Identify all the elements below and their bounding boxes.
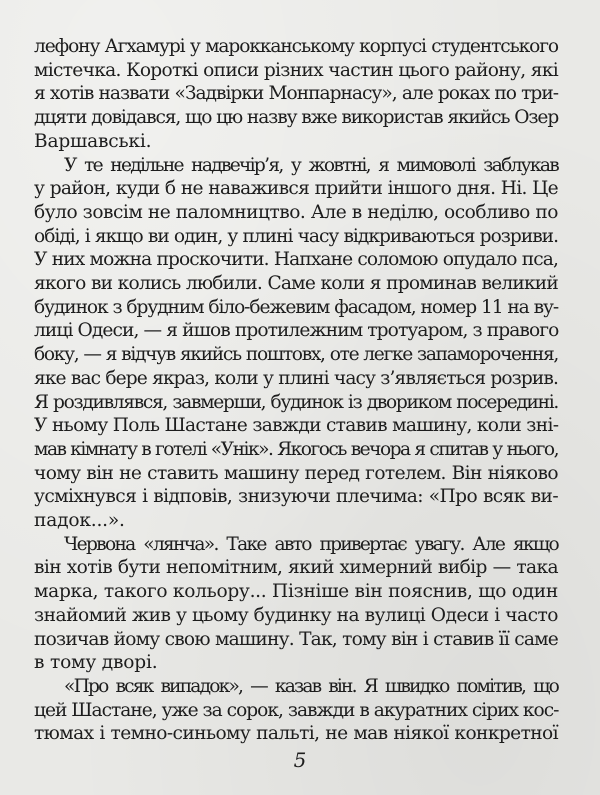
text-line: дцяти довідався, що цю назву вже використав якийсь Озер xyxy=(34,107,559,129)
text-line: мав кімнату в готелі «Унік». Якогось вечора я спитав у нього, xyxy=(34,438,558,460)
paragraph xyxy=(34,154,558,533)
text-line: Я роздивлявся, завмерши, будинок із двориком посередині. xyxy=(34,391,558,413)
text-line: «Про всяк випадок», — казав він. Я швидко помітив, що xyxy=(64,675,558,697)
text-line: марка, такого кольору... Пізніше він пояснив, що один xyxy=(34,581,558,603)
body-text xyxy=(34,35,558,746)
text-line: лиці Одеси, — я йшов протилежним тротуаром, з правого xyxy=(34,320,559,342)
text-line: він хотів бути непомітним, який химерний вибір — така xyxy=(34,557,558,579)
text-line: в тому дворі. xyxy=(34,652,158,674)
text-line: цей Шастане, уже за сорок, завжди в акуратних сірих кос- xyxy=(34,699,559,721)
text-line: Варшавські. xyxy=(34,130,152,152)
page-number: 5 xyxy=(293,748,307,772)
text-line: боку, — я відчув якийсь поштовх, оте легке запаморочення, xyxy=(34,344,558,366)
paragraph xyxy=(34,675,558,746)
text-line: яке вас бере якраз, коли у плині часу з’являється розрив. xyxy=(34,367,558,389)
text-line: обіді, і якщо ви один, у плині часу відкриваються розриви. xyxy=(34,225,558,247)
text-line: падок...». xyxy=(34,510,125,532)
text-line: будинок з брудним біло-бежевим фасадом, номер 11 на ву- xyxy=(34,296,558,318)
text-line: У ньому Поль Шастане завжди ставив машину, коли зні- xyxy=(34,415,559,437)
text-line: Червона «лянча». Таке авто привертає увагу. Але якщо xyxy=(64,533,558,555)
paragraph xyxy=(34,35,558,154)
paragraph xyxy=(34,533,558,675)
text-line: позичав йому свою машину. Так, тому він і ставив її саме xyxy=(34,628,558,650)
text-line: У них можна проскочити. Напхане соломою опудало пса, xyxy=(34,249,558,271)
text-line: містечка. Короткі описи різних частин цього району, які xyxy=(34,59,558,81)
text-line: усміхнувся і відповів, знизуючи плечима: «Про всяк ви- xyxy=(34,486,558,508)
text-line: якого ви колись любили. Саме коли я проминав великий xyxy=(34,273,558,295)
text-line: було зовсім не паломництво. Але в неділю, особливо по xyxy=(34,201,558,223)
text-line: лефону Агхамурі у марокканському корпусі студентського xyxy=(34,36,558,57)
text-line: знайомий жив у цьому будинку на вулиці Одеси і часто xyxy=(34,604,558,626)
text-line: тюмах і темно-синьому пальті, не мав ніякої конкретної xyxy=(34,723,558,745)
text-line: чому він не ставить машину перед готелем. Він ніяково xyxy=(34,462,558,484)
text-line: я хотів назвати «Задвірки Монпарнасу», але роках по три- xyxy=(34,83,558,105)
text-line: у район, куди б не наважився прийти іншого дня. Ні. Це xyxy=(34,178,558,200)
text-line: У те недільне надвечір’я, у жовтні, я мимоволі заблукав xyxy=(64,154,558,176)
